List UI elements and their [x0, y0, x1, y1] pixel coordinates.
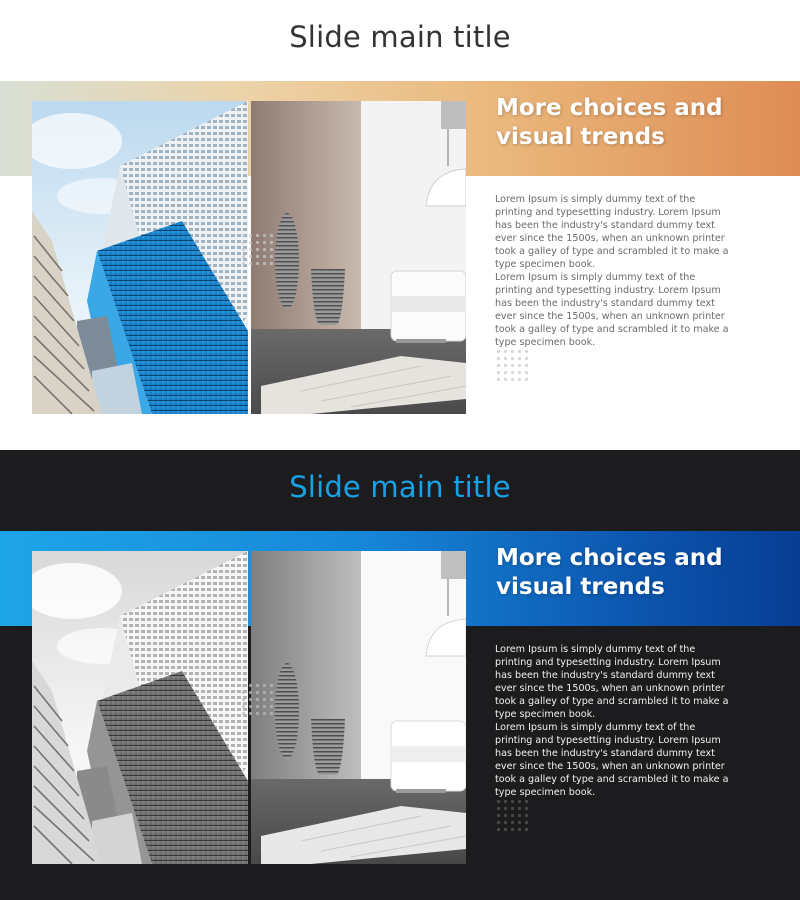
- city-skyscrapers-photo: [32, 101, 248, 414]
- paragraph: Lorem Ipsum is simply dummy text of the printing and typesetting industry. Lorem Ipsum has been the industry's standard dummy text ever since the 1500s, when an unknown printer took a galley of type and scrambled it to make a type specimen book.: [495, 194, 729, 270]
- heading-line-1: More choices and: [496, 95, 723, 121]
- body-text: [495, 193, 735, 349]
- paragraph: Lorem Ipsum is simply dummy text of the printing and typesetting industry. Lorem Ipsum has been the industry's standard dummy text ever since the 1500s, when an unknown printer took a galley of type and scrambled it to make a type specimen book.: [495, 722, 729, 798]
- decorative-dots: [495, 348, 529, 382]
- section-heading: [496, 94, 786, 152]
- slide-title: Slide main title: [289, 20, 511, 54]
- heading-line-2: visual trends: [496, 574, 665, 600]
- slide-title: Slide main title: [289, 470, 511, 504]
- paragraph: Lorem Ipsum is simply dummy text of the printing and typesetting industry. Lorem Ipsum has been the industry's standard dummy text ever since the 1500s, when an unknown printer took a galley of type and scrambled it to make a type specimen book.: [495, 644, 729, 720]
- heading-line-2: visual trends: [496, 124, 665, 150]
- decorative-dots: [495, 798, 529, 832]
- interior-room-photo: [251, 551, 466, 864]
- interior-room-photo: [251, 101, 466, 414]
- decorative-dots: [240, 682, 274, 716]
- city-skyscrapers-photo: [32, 551, 248, 864]
- decorative-dots: [240, 232, 274, 266]
- slide-dark: [0, 450, 800, 900]
- heading-line-1: More choices and: [496, 545, 723, 571]
- body-text: [495, 643, 735, 799]
- section-heading: [496, 544, 786, 602]
- paragraph: Lorem Ipsum is simply dummy text of the printing and typesetting industry. Lorem Ipsum has been the industry's standard dummy text ever since the 1500s, when an unknown printer took a galley of type and scrambled it to make a type specimen book.: [495, 272, 729, 348]
